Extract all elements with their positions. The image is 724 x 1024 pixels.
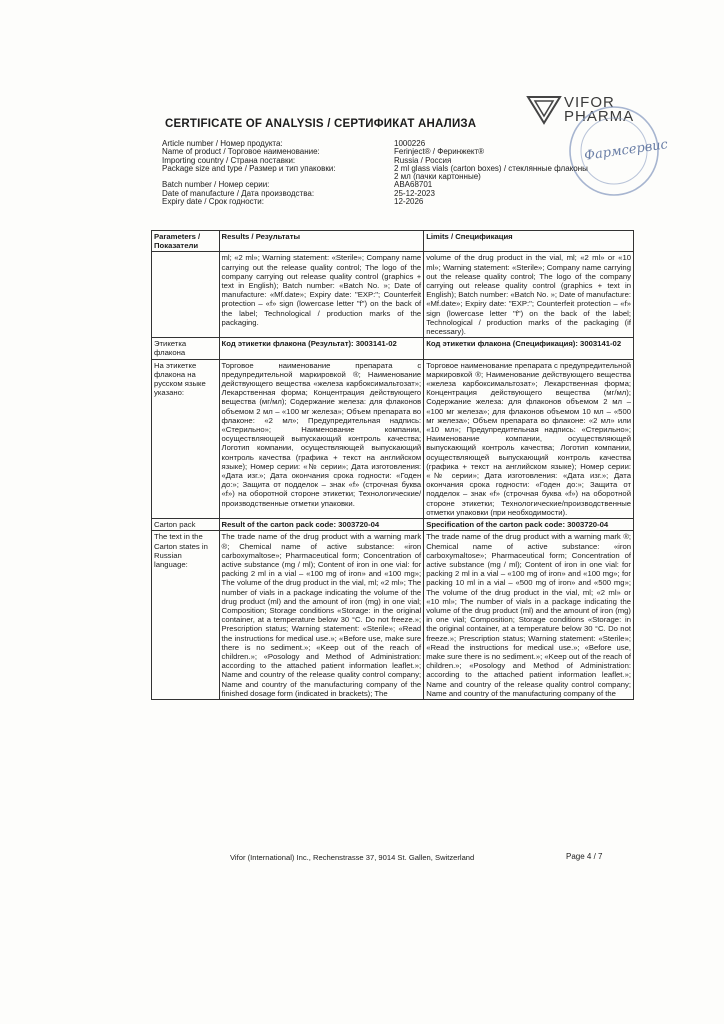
- meta-value: Russia / Россия: [394, 155, 452, 165]
- meta-value: 12-2026: [394, 197, 424, 207]
- limit-cell: Торговое наименование препарата с предупредительной маркировкой ®; Наименование действующего вещества «железа карбоксимальтозат»; Лекарственная форма; Концентрация действующего вещества (мг/мл); Содержание железа: для флаконов объемом 2 мл – «100 мг железа»; для флаконов объемом 10 мл – «500 мг железа»; Объем препарата во флаконе: «2 мл» или «10 мл»; Предупредительная надпись: «Стерильно»; Наименование компании, осуществляющей выпускающий контроль качества; Логотип компании, осуществляющей выпускающий контроль качества (графика + текст на английском языке); Номер серии: «№ серии»; Дата изготовления: «Дата изг.»; Дата окончания срока годности: «Годен до:»; Защита от подделок – знак «f» (строчная буква «f») на оборотной стороне этикетки; Технологические/производственные отметки упаковки (при необходимости).: [424, 359, 634, 518]
- header-results: Results / Результаты: [219, 231, 424, 252]
- header-parameters: Parameters / Показатели: [152, 231, 220, 252]
- table-header-row: [152, 231, 634, 252]
- parameter-cell: На этикетке флакона на русском языке указано:: [152, 359, 220, 518]
- document-title: CERTIFICATE OF ANALYSIS / СЕРТИФИКАТ АНАЛИЗА: [165, 118, 477, 130]
- limit-cell: Код этикетки флакона (Спецификация): 3003141-02: [424, 338, 634, 359]
- page-number: Page 4 / 7: [566, 852, 603, 861]
- meta-value: ABA68701: [394, 180, 433, 190]
- parameter-cell: The text in the Carton states in Russian language:: [152, 531, 220, 700]
- result-cell: Код этикетки флакона (Результат): 3003141-02: [219, 338, 424, 359]
- table-row: [152, 338, 634, 359]
- meta-value: 2 мл (пачки картонные): [394, 172, 481, 182]
- meta-label: Batch number / Номер серии:: [162, 180, 270, 190]
- meta-label: Expiry date / Срок годности:: [162, 197, 264, 207]
- meta-label: Date of manufacture / Дата производства:: [162, 188, 315, 198]
- result-cell: The trade name of the drug product with a warning mark ®; Chemical name of active substance: «iron carboxymaltose»; Pharmaceutical form; Concentration of active substance (mg / ml); Content of iron in one vial: for packing 2 ml in a vial – «100 mg of iron» and «100 mg»; The volume of the drug product in the vial, ml; «2 ml»; The number of vials in a package indicating the volume of the drug product (ml) and the amount of iron (mg) in one vial; Composition; Storage conditions «Storage: in the original container, at a temperature below 30 °С. Do not freeze.»; Prescription status; Warning statement: «Sterile»; «Read the instructions for medical use.»; «Before use, make sure there is no sediment.»; «Keep out of the reach of children.»; «Posology and Method of Administration: according to the attached patient information leaflet.»; Name and country of the release quality control company; Name and country of the manufacturing company of the finished dosage form (indicated in brackets); The: [219, 531, 424, 700]
- limit-cell: Specification of the carton pack code: 3003720-04: [424, 519, 634, 531]
- logo-brand-line1: VIFOR: [564, 94, 615, 111]
- stamp-center-text: Фармсервис: [583, 137, 669, 164]
- parameter-cell: Carton pack: [152, 519, 220, 531]
- limit-cell: volume of the drug product in the vial, ml; «2 ml» or «10 ml»; Warning statement: «Sterile»; Company name carrying out the release quality control; The logo of the company carrying out release quality control (graphics + text in English); Batch number: «Batch No. »; Date of manufacture: «Mf.date»; Expiry date: "EXP:"; Counterfeit protection – «f» sign (lowercase letter "f") on the back of the label; Technological / production marks of the packaging (if necessary).: [424, 252, 634, 338]
- parameter-cell: Этикетка флакона: [152, 338, 220, 359]
- logo-brand-line2: PHARMA: [564, 108, 635, 125]
- meta-value: 25-12-2023: [394, 188, 435, 198]
- header-limits: Limits / Спецификация: [424, 231, 634, 252]
- table-row: [152, 531, 634, 700]
- meta-label: Package size and type / Размер и тип упаковки:: [162, 163, 336, 173]
- parameter-cell: [152, 252, 220, 338]
- meta-label: Importing country / Страна поставки:: [162, 155, 296, 165]
- limit-cell: The trade name of the drug product with a warning mark ®; Chemical name of active substance: «iron carboxymaltose»; Pharmaceutical form; Concentration of active substance (mg / ml); Content of iron in one vial: for packing 2 ml in a vial – «100 mg of iron» and «100 mg»; for packing 10 ml in a vial – «500 mg of iron» and «500 mg»; The volume of the drug product in the vial, ml; «2 ml» or «10 ml»; The number of vials in a package indicating the volume of the drug product (ml) and the amount of iron (mg) in one vial; Composition; Storage conditions «Storage: in the original container, at a temperature below 30 °С. Do not freeze.»; Prescription status; Warning statement: «Sterile»; «Read the instructions for medical use.»; «Before use, make sure there is no sediment.»; «Keep out of the reach of children.»; «Posology and Method of Administration: according to the attached patient information leaflet.»; Name and country of the release quality control company; Name and country of the manufacturing company of the: [424, 531, 634, 700]
- result-cell: Торговое наименование препарата с предупредительной маркировкой ®; Наименование действующего вещества «железа карбоксимальтозат»; Лекарственная форма; Концентрация действующего вещества (мг/мл); Содержание железа: для флаконов объемом 2 мл – «100 мг железа»; Объем препарата во флаконе: «2 мл»; Предупредительная надпись: «Стерильно»; Наименование компании, осуществляющей выпускающий контроль качества; Логотип компании, осуществляющей выпускающий контроль качества (графика + текст на английском языке); Номер серии: «№ серии»; Дата изготовления: «Дата изг.»; Дата окончания срока годности: «Годен до:»; Защита от подделок – знак «f» (строчная буква «f») на оборотной стороне этикетки; Технологические/производственные отметки упаковки.: [219, 359, 424, 518]
- table-row: [152, 252, 634, 338]
- meta-value: Ferinject® / Феринжект®: [394, 147, 485, 157]
- result-cell: Result of the carton pack code: 3003720-04: [219, 519, 424, 531]
- specification-table: [151, 230, 634, 700]
- result-cell: ml; «2 ml»; Warning statement: «Sterile»; Company name carrying out the release quality control; The logo of the company carrying out release quality control (graphics + text in English); Batch number: «Batch No. »; Date of manufacture: «Mf.date»; Expiry date: "EXP:"; Counterfeit protection – «f» sign (lowercase letter "f") on the back of the label; Technological / production marks of the packaging.: [219, 252, 424, 338]
- vifor-logo-mark-icon: [526, 95, 562, 125]
- table-row: [152, 519, 634, 531]
- meta-value: 2 ml glass vials (carton boxes) / стеклянные флаконы: [394, 163, 588, 173]
- meta-label: Article number / Номер продукта:: [162, 139, 283, 148]
- company-address-footer: Vifor (International) Inc., Rechenstrasse 37, 9014 St. Gallen, Switzerland: [230, 853, 475, 862]
- meta-value: 1000226: [394, 139, 426, 148]
- table-row: [152, 359, 634, 518]
- meta-label: Name of product / Торговое наименование:: [162, 147, 320, 157]
